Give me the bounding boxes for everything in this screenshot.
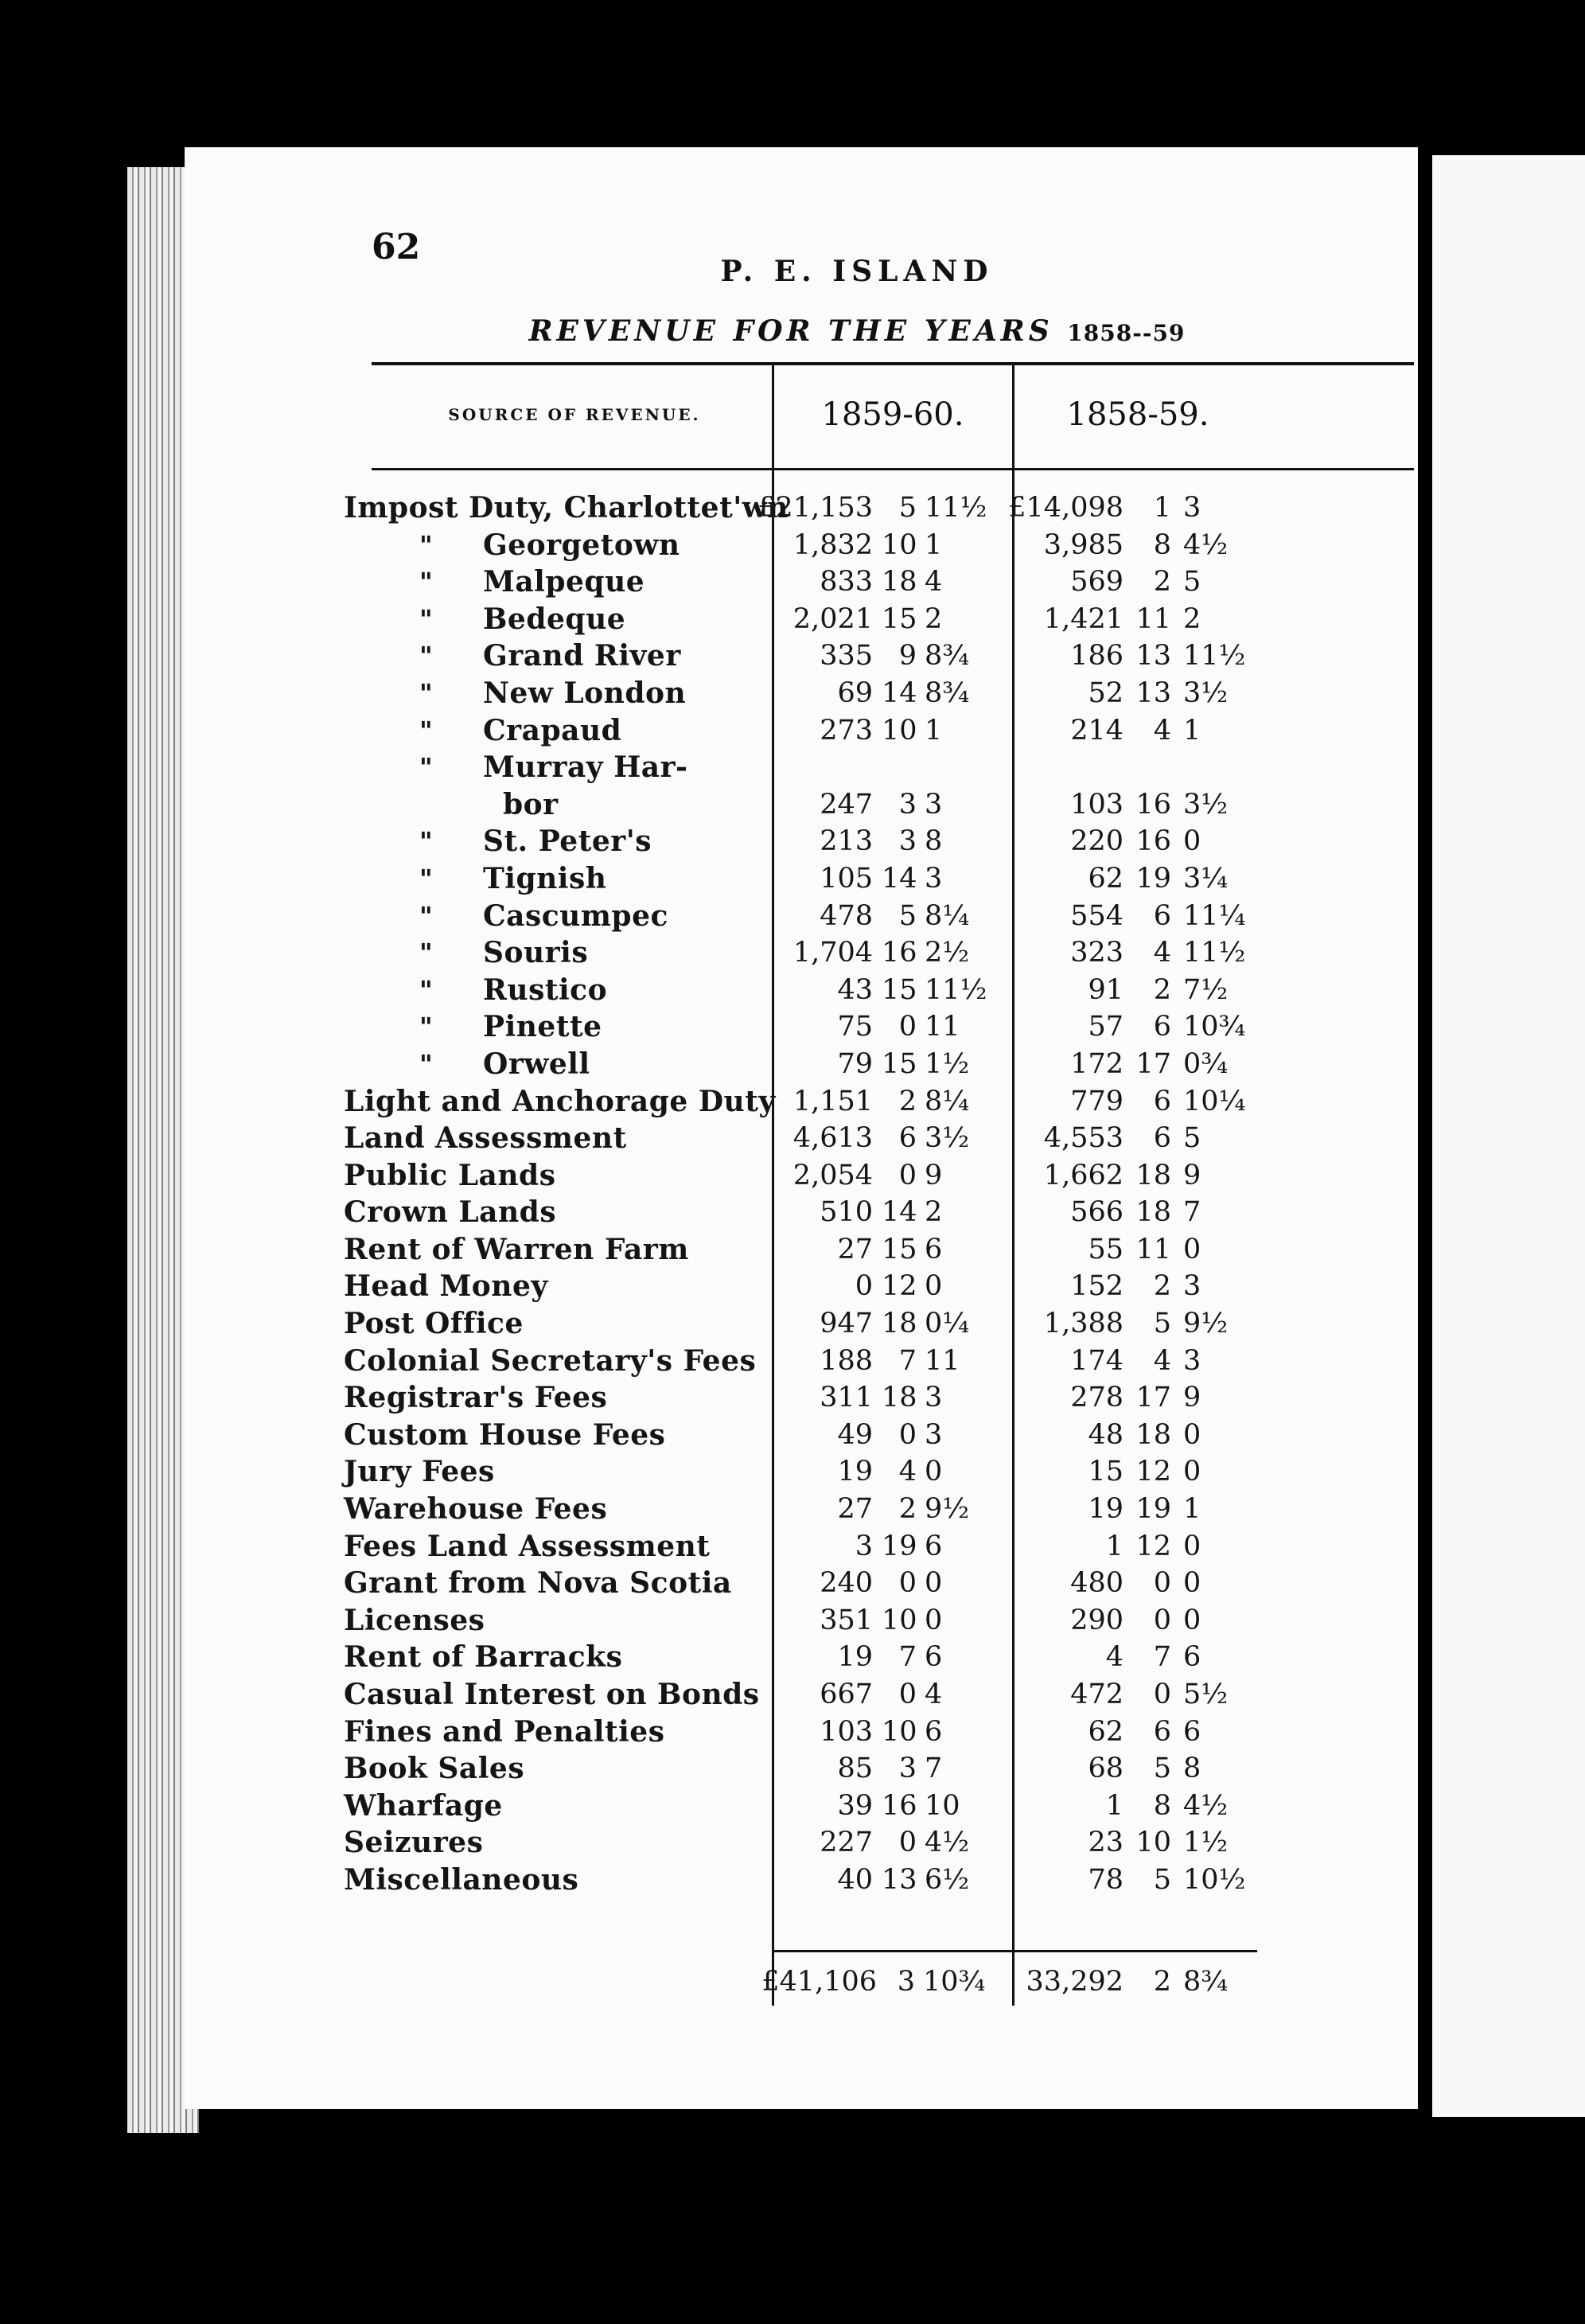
amount-1858-pounds: 290 [1070, 1604, 1124, 1636]
amount-1859-pence: 1 [925, 528, 943, 561]
amount-1859-pence: 6 [925, 1233, 943, 1265]
amount-1859-shillings: 0 [898, 1418, 917, 1451]
amount-1858-pence: 0 [1183, 1604, 1201, 1636]
amount-1858-pence: 11½ [1183, 640, 1246, 673]
revenue-source-label: Tignish [483, 861, 607, 895]
amount-1858-shillings: 6 [1153, 1085, 1171, 1117]
ditto-mark: " [419, 752, 433, 783]
facing-page [1432, 155, 1585, 2117]
amount-1859-pounds: 4,613 [792, 1122, 873, 1155]
amount-1858-pence: 6 [1183, 1641, 1201, 1674]
amount-1858-pounds: £14,098 [1008, 492, 1124, 524]
revenue-source-label: Georgetown [483, 528, 680, 562]
amount-1859-shillings: 18 [882, 566, 917, 599]
amount-1858-pence: 0¾ [1183, 1047, 1229, 1080]
amount-1859-shillings: 2 [898, 1085, 917, 1117]
amount-1859-shillings: 15 [882, 1233, 917, 1265]
amount-1859-pounds: 39 [837, 1789, 873, 1822]
amount-1858-shillings: 13 [1135, 677, 1171, 709]
amount-1858-shillings: 4 [1153, 937, 1171, 969]
header-year-a-label: 1859-60. [821, 396, 964, 433]
amount-1859-pounds: 3 [855, 1530, 873, 1562]
revenue-source-label: Land Assessment [344, 1121, 627, 1156]
amount-1858-shillings: 7 [1153, 1641, 1171, 1674]
amount-1859-shillings: 16 [882, 937, 917, 969]
amount-1859-pence: 8¾ [925, 677, 970, 709]
amount-1859-pence: 3 [925, 1418, 943, 1451]
amount-1858-pounds: 566 [1070, 1196, 1124, 1229]
amount-1858-pence: 5½ [1183, 1679, 1229, 1710]
amount-1859-pence: 2½ [925, 937, 970, 969]
amount-1858-pence: 0 [1183, 1456, 1201, 1488]
amount-1859-pounds: 1,151 [792, 1085, 873, 1117]
amount-1859-pence: 11½ [925, 492, 987, 524]
revenue-source-label: Rustico [483, 973, 608, 1007]
amount-1859-shillings: 15 [882, 973, 917, 1006]
amount-1859-pounds: 947 [820, 1308, 873, 1340]
amount-1859-shillings: 5 [898, 899, 917, 932]
amount-1858-pence: 9 [1183, 1159, 1201, 1191]
amount-1859-pence: 8¼ [925, 1085, 970, 1117]
amount-1858-shillings: 6 [1153, 1715, 1171, 1748]
total-b-pence: 8¾ [1183, 1966, 1229, 1998]
header-source-label: SOURCE OF REVENUE. [448, 404, 701, 424]
amount-1859-pence: 7 [925, 1753, 943, 1785]
amount-1859-pounds: 227 [820, 1827, 873, 1859]
amount-1859-shillings: 14 [882, 1196, 917, 1229]
amount-1858-shillings: 4 [1153, 1344, 1171, 1377]
amount-1859-pounds: 103 [820, 1715, 873, 1748]
amount-1859-shillings: 14 [882, 677, 917, 709]
amount-1859-pence: 11 [925, 1344, 960, 1377]
amount-1858-shillings: 6 [1153, 899, 1171, 932]
amount-1858-pence: 3 [1183, 1344, 1201, 1377]
total-b-pounds: 33,292 [1026, 1966, 1124, 1998]
caption-years: 1858--59 [1067, 320, 1186, 346]
amount-1858-shillings: 0 [1153, 1679, 1171, 1710]
revenue-source-label: Rent of Warren Farm [344, 1232, 689, 1266]
amount-1859-pounds: 213 [820, 825, 873, 858]
amount-1859-pence: 3 [925, 788, 943, 821]
amount-1858-pence: 3 [1183, 1270, 1201, 1303]
amount-1859-shillings: 10 [882, 714, 917, 747]
amount-1858-shillings: 8 [1153, 528, 1171, 561]
revenue-source-label: Impost Duty, Charlottet'wn [344, 491, 789, 524]
amount-1858-pounds: 172 [1070, 1047, 1124, 1080]
amount-1858-shillings: 11 [1135, 602, 1171, 635]
amount-1858-shillings: 1 [1153, 492, 1171, 524]
revenue-source-label: Murray Har- [483, 751, 688, 785]
total-b-shillings: 2 [1153, 1966, 1171, 1998]
amount-1858-pence: 1 [1183, 714, 1201, 747]
revenue-source-label: Jury Fees [344, 1455, 495, 1489]
revenue-source-label: Malpeque [483, 565, 645, 599]
amount-1858-pounds: 91 [1088, 973, 1124, 1006]
amount-1859-pounds: 188 [820, 1344, 873, 1377]
amount-1858-shillings: 18 [1135, 1418, 1171, 1451]
ditto-mark: " [419, 641, 433, 672]
header-year-a [777, 368, 1008, 460]
amount-1858-pence: 6 [1183, 1715, 1201, 1748]
amount-1859-pence: 6 [925, 1641, 943, 1674]
amount-1859-pounds: 75 [837, 1011, 873, 1043]
revenue-source-label: Casual Interest on Bonds [344, 1678, 760, 1711]
amount-1859-pence: 10 [925, 1789, 960, 1822]
amount-1859-pounds: 240 [820, 1567, 873, 1600]
amount-1859-pence: 3 [925, 862, 943, 895]
amount-1858-shillings: 11 [1135, 1233, 1171, 1265]
amount-1859-pence: 8¾ [925, 640, 970, 673]
amount-1858-shillings: 18 [1135, 1159, 1171, 1191]
amount-1859-pence: 0 [925, 1567, 943, 1600]
amount-1859-shillings: 0 [898, 1011, 917, 1043]
amount-1858-pounds: 4 [1105, 1641, 1124, 1674]
amount-1859-pounds: 1,704 [792, 937, 873, 969]
amount-1859-pence: 11 [925, 1011, 960, 1043]
amount-1859-pence: 0 [925, 1270, 943, 1303]
amount-1859-pence: 0 [925, 1604, 943, 1636]
amount-1858-pounds: 323 [1070, 937, 1124, 969]
amount-1859-pounds: 69 [837, 677, 873, 709]
ditto-mark: " [419, 1048, 433, 1079]
revenue-source-label: Fines and Penalties [344, 1714, 665, 1749]
amount-1858-pounds: 4,553 [1043, 1122, 1124, 1155]
header-source [384, 368, 765, 460]
amount-1858-pence: 3 [1183, 492, 1201, 524]
amount-1858-pence: 4½ [1183, 528, 1229, 561]
amount-1858-pounds: 779 [1070, 1085, 1124, 1117]
amount-1858-pounds: 62 [1088, 862, 1124, 895]
amount-1858-pence: 3½ [1183, 788, 1229, 821]
amount-1858-pounds: 103 [1070, 788, 1124, 821]
amount-1858-shillings: 5 [1153, 1863, 1171, 1896]
amount-1858-pounds: 15 [1088, 1456, 1124, 1488]
amount-1858-pence: 1½ [1183, 1827, 1229, 1859]
amount-1858-shillings: 17 [1135, 1047, 1171, 1080]
amount-1859-pounds: 43 [837, 973, 873, 1006]
amount-1858-pounds: 62 [1088, 1715, 1124, 1748]
amount-1858-pounds: 152 [1070, 1270, 1124, 1303]
amount-1858-pence: 10½ [1183, 1863, 1246, 1896]
revenue-source-label: Cascumpec [483, 899, 668, 933]
amount-1859-pounds: 2,021 [792, 602, 873, 635]
ditto-mark: " [419, 974, 433, 1005]
amount-1859-shillings: 18 [882, 1382, 917, 1414]
revenue-source-label: Rent of Barracks [344, 1640, 623, 1675]
amount-1858-shillings: 6 [1153, 1122, 1171, 1155]
amount-1859-pence: 3 [925, 1382, 943, 1414]
amount-1859-pence: 6½ [925, 1863, 970, 1896]
revenue-source-label: Licenses [344, 1603, 485, 1637]
amount-1858-pence: 5 [1183, 1122, 1201, 1155]
amount-1858-pounds: 23 [1088, 1827, 1124, 1859]
revenue-source-label: Crown Lands [344, 1195, 557, 1230]
amount-1859-pounds: 247 [820, 788, 873, 821]
amount-1858-shillings: 0 [1153, 1567, 1171, 1600]
amount-1859-shillings: 6 [898, 1122, 917, 1155]
amount-1859-shillings: 4 [898, 1456, 917, 1488]
revenue-source-label: Miscellaneous [344, 1862, 579, 1897]
total-a-shillings: 3 [897, 1966, 915, 1998]
amount-1858-pounds: 48 [1088, 1418, 1124, 1451]
amount-1859-pence: 11½ [925, 973, 987, 1006]
ditto-mark: " [419, 900, 433, 931]
header-bottom-rule [372, 468, 1414, 470]
amount-1859-pounds: 105 [820, 862, 873, 895]
ditto-mark: " [419, 863, 433, 894]
amount-1858-pence: 0 [1183, 1418, 1201, 1451]
amount-1859-shillings: 9 [898, 640, 917, 673]
amount-1859-pounds: 478 [820, 899, 873, 932]
amount-1859-pence: 4 [925, 1679, 943, 1710]
amount-1858-shillings: 19 [1135, 1493, 1171, 1526]
amount-1858-pounds: 57 [1088, 1011, 1124, 1043]
revenue-source-label: Seizures [344, 1826, 484, 1860]
amount-1858-pounds: 1,388 [1043, 1308, 1124, 1340]
revenue-source-label: Souris [483, 936, 589, 970]
amount-1859-pence: 4½ [925, 1827, 970, 1859]
amount-1858-pounds: 68 [1088, 1753, 1124, 1785]
amount-1859-pence: 6 [925, 1530, 943, 1562]
revenue-source-label: Orwell [483, 1047, 590, 1081]
revenue-source-label: bor [503, 787, 559, 821]
amount-1858-pounds: 3,985 [1043, 528, 1124, 561]
amount-1859-pounds: 27 [837, 1233, 873, 1265]
book-page [185, 147, 1418, 2109]
amount-1858-shillings: 5 [1153, 1753, 1171, 1785]
ditto-mark: " [419, 603, 433, 634]
amount-1859-shillings: 18 [882, 1308, 917, 1340]
amount-1858-shillings: 6 [1153, 1011, 1171, 1043]
amount-1859-pence: 1½ [925, 1047, 970, 1080]
ditto-mark: " [419, 938, 433, 969]
amount-1859-pence: 6 [925, 1715, 943, 1748]
amount-1859-pence: 8¼ [925, 899, 970, 932]
ditto-mark: " [419, 567, 433, 598]
amount-1859-pence: 4 [925, 566, 943, 599]
revenue-source-label: Bedeque [483, 602, 626, 636]
header-year-b [1018, 368, 1257, 460]
amount-1859-pence: 3½ [925, 1122, 970, 1155]
revenue-source-label: Head Money [344, 1269, 548, 1304]
amount-1858-pounds: 1 [1105, 1530, 1124, 1562]
amount-1859-pounds: 510 [820, 1196, 873, 1229]
amount-1859-pounds: 311 [820, 1382, 873, 1414]
amount-1859-pence: 9½ [925, 1493, 970, 1526]
amount-1859-shillings: 0 [898, 1159, 917, 1191]
revenue-source-label: Registrar's Fees [344, 1381, 608, 1415]
amount-1858-shillings: 16 [1135, 825, 1171, 858]
amount-1859-shillings: 0 [898, 1567, 917, 1600]
amount-1859-pounds: 79 [837, 1047, 873, 1080]
revenue-source-label: Book Sales [344, 1752, 525, 1786]
revenue-source-label: Fees Land Assessment [344, 1529, 711, 1563]
amount-1858-pence: 10¾ [1183, 1011, 1246, 1043]
amount-1858-pence: 9 [1183, 1382, 1201, 1414]
amount-1859-pounds: 27 [837, 1493, 873, 1526]
revenue-source-label: St. Peter's [483, 825, 652, 859]
amount-1859-pence: 2 [925, 602, 943, 635]
total-a-pence: 10¾ [923, 1966, 986, 1998]
amount-1858-pounds: 52 [1088, 677, 1124, 709]
amount-1858-shillings: 4 [1153, 714, 1171, 747]
ditto-mark: " [419, 715, 433, 746]
amount-1859-shillings: 3 [898, 1753, 917, 1785]
total-rule [772, 1950, 1257, 1952]
table-caption [185, 314, 1529, 348]
amount-1858-pence: 7½ [1183, 973, 1229, 1006]
amount-1859-pounds: 2,054 [792, 1159, 873, 1191]
amount-1858-pounds: 214 [1070, 714, 1124, 747]
amount-1859-pounds: 351 [820, 1604, 873, 1636]
amount-1859-shillings: 10 [882, 528, 917, 561]
amount-1859-pence: 2 [925, 1196, 943, 1229]
amount-1859-pounds: 833 [820, 566, 873, 599]
ditto-mark: " [419, 529, 433, 560]
revenue-source-label: Wharfage [344, 1788, 503, 1823]
amount-1859-shillings: 7 [898, 1641, 917, 1674]
total-a-pounds: £41,106 [761, 1966, 877, 1998]
revenue-source-label: Grant from Nova Scotia [344, 1566, 732, 1601]
amount-1859-shillings: 0 [898, 1679, 917, 1710]
amount-1859-pounds: 273 [820, 714, 873, 747]
revenue-source-label: Pinette [483, 1010, 602, 1044]
amount-1858-pence: 9½ [1183, 1308, 1229, 1340]
amount-1859-pounds: 40 [837, 1863, 873, 1896]
amount-1858-pounds: 554 [1070, 899, 1124, 932]
amount-1858-pounds: 55 [1088, 1233, 1124, 1265]
amount-1858-shillings: 8 [1153, 1789, 1171, 1822]
amount-1858-pence: 0 [1183, 1530, 1201, 1562]
amount-1859-shillings: 10 [882, 1715, 917, 1748]
amount-1858-shillings: 2 [1153, 973, 1171, 1006]
revenue-source-label: Custom House Fees [344, 1417, 666, 1452]
amount-1858-shillings: 17 [1135, 1382, 1171, 1414]
amount-1858-pence: 11½ [1183, 937, 1246, 969]
amount-1859-shillings: 5 [898, 492, 917, 524]
revenue-source-label: Crapaud [483, 713, 622, 747]
running-head: P. E. ISLAND [720, 255, 994, 288]
amount-1859-pence: 1 [925, 714, 943, 747]
amount-1858-pounds: 174 [1070, 1344, 1124, 1377]
amount-1859-pounds: 19 [837, 1641, 873, 1674]
revenue-source-label: Public Lands [344, 1158, 556, 1192]
amount-1859-shillings: 12 [882, 1270, 917, 1303]
amount-1858-pence: 10¼ [1183, 1085, 1246, 1117]
amount-1858-pence: 5 [1183, 566, 1201, 599]
amount-1859-shillings: 19 [882, 1530, 917, 1562]
amount-1859-shillings: 7 [898, 1344, 917, 1377]
amount-1858-shillings: 2 [1153, 1270, 1171, 1303]
revenue-source-label: Grand River [483, 639, 681, 673]
amount-1858-pence: 0 [1183, 825, 1201, 858]
amount-1858-pounds: 1 [1105, 1789, 1124, 1822]
amount-1858-shillings: 18 [1135, 1196, 1171, 1229]
ditto-mark: " [419, 826, 433, 857]
header-top-rule [372, 362, 1414, 365]
amount-1859-shillings: 16 [882, 1789, 917, 1822]
amount-1859-pounds: 19 [837, 1456, 873, 1488]
amount-1858-pence: 1 [1183, 1493, 1201, 1526]
amount-1858-pounds: 1,662 [1043, 1159, 1124, 1191]
amount-1858-pounds: 186 [1070, 640, 1124, 673]
amount-1858-pence: 8 [1183, 1753, 1201, 1785]
amount-1859-pence: 0 [925, 1456, 943, 1488]
amount-1858-pence: 3¼ [1183, 862, 1229, 895]
amount-1859-pence: 8 [925, 825, 943, 858]
amount-1858-pence: 7 [1183, 1196, 1201, 1229]
amount-1859-pounds: £21,153 [757, 492, 873, 524]
amount-1858-pounds: 278 [1070, 1382, 1124, 1414]
amount-1859-shillings: 0 [898, 1827, 917, 1859]
ditto-mark: " [419, 1012, 433, 1043]
amount-1859-pounds: 1,832 [792, 528, 873, 561]
amount-1858-pounds: 480 [1070, 1567, 1124, 1600]
amount-1859-pounds: 667 [820, 1679, 873, 1710]
amount-1858-shillings: 12 [1135, 1530, 1171, 1562]
amount-1859-shillings: 2 [898, 1493, 917, 1526]
amount-1858-pence: 11¼ [1183, 899, 1246, 932]
amount-1858-shillings: 2 [1153, 566, 1171, 599]
amount-1858-pounds: 472 [1070, 1679, 1124, 1710]
amount-1859-pounds: 85 [837, 1753, 873, 1785]
amount-1858-shillings: 19 [1135, 862, 1171, 895]
revenue-source-label: Warehouse Fees [344, 1492, 608, 1527]
ditto-mark: " [419, 677, 433, 708]
amount-1859-pounds: 49 [837, 1418, 873, 1451]
amount-1858-shillings: 13 [1135, 640, 1171, 673]
amount-1859-shillings: 3 [898, 788, 917, 821]
amount-1858-pounds: 1,421 [1043, 602, 1124, 635]
amount-1859-shillings: 15 [882, 602, 917, 635]
amount-1858-pounds: 220 [1070, 825, 1124, 858]
revenue-source-label: Post Office [344, 1307, 524, 1341]
amount-1859-shillings: 13 [882, 1863, 917, 1896]
amount-1859-shillings: 15 [882, 1047, 917, 1080]
page-number: 62 [372, 227, 421, 267]
amount-1858-pence: 3½ [1183, 677, 1229, 709]
amount-1859-pence: 0¼ [925, 1308, 970, 1340]
amount-1858-pence: 2 [1183, 602, 1201, 635]
amount-1859-pounds: 0 [855, 1270, 873, 1303]
amount-1859-shillings: 10 [882, 1604, 917, 1636]
header-year-b-label: 1858-59. [1066, 396, 1209, 433]
amount-1858-shillings: 5 [1153, 1308, 1171, 1340]
amount-1859-pounds: 335 [820, 640, 873, 673]
amount-1858-shillings: 16 [1135, 788, 1171, 821]
amount-1858-shillings: 0 [1153, 1604, 1171, 1636]
amount-1858-shillings: 10 [1135, 1827, 1171, 1859]
revenue-source-label: New London [483, 676, 687, 710]
amount-1858-shillings: 12 [1135, 1456, 1171, 1488]
amount-1858-pounds: 19 [1088, 1493, 1124, 1526]
amount-1859-shillings: 3 [898, 825, 917, 858]
revenue-source-label: Colonial Secretary's Fees [344, 1343, 757, 1378]
amount-1858-pounds: 78 [1088, 1863, 1124, 1896]
caption-text: REVENUE FOR THE YEARS [528, 314, 1053, 348]
amount-1859-shillings: 14 [882, 862, 917, 895]
revenue-source-label: Light and Anchorage Duty [344, 1084, 776, 1118]
amount-1859-pence: 9 [925, 1159, 943, 1191]
amount-1858-pence: 0 [1183, 1567, 1201, 1600]
amount-1858-pence: 4½ [1183, 1789, 1229, 1822]
amount-1858-pounds: 569 [1070, 566, 1124, 599]
amount-1858-pence: 0 [1183, 1233, 1201, 1265]
